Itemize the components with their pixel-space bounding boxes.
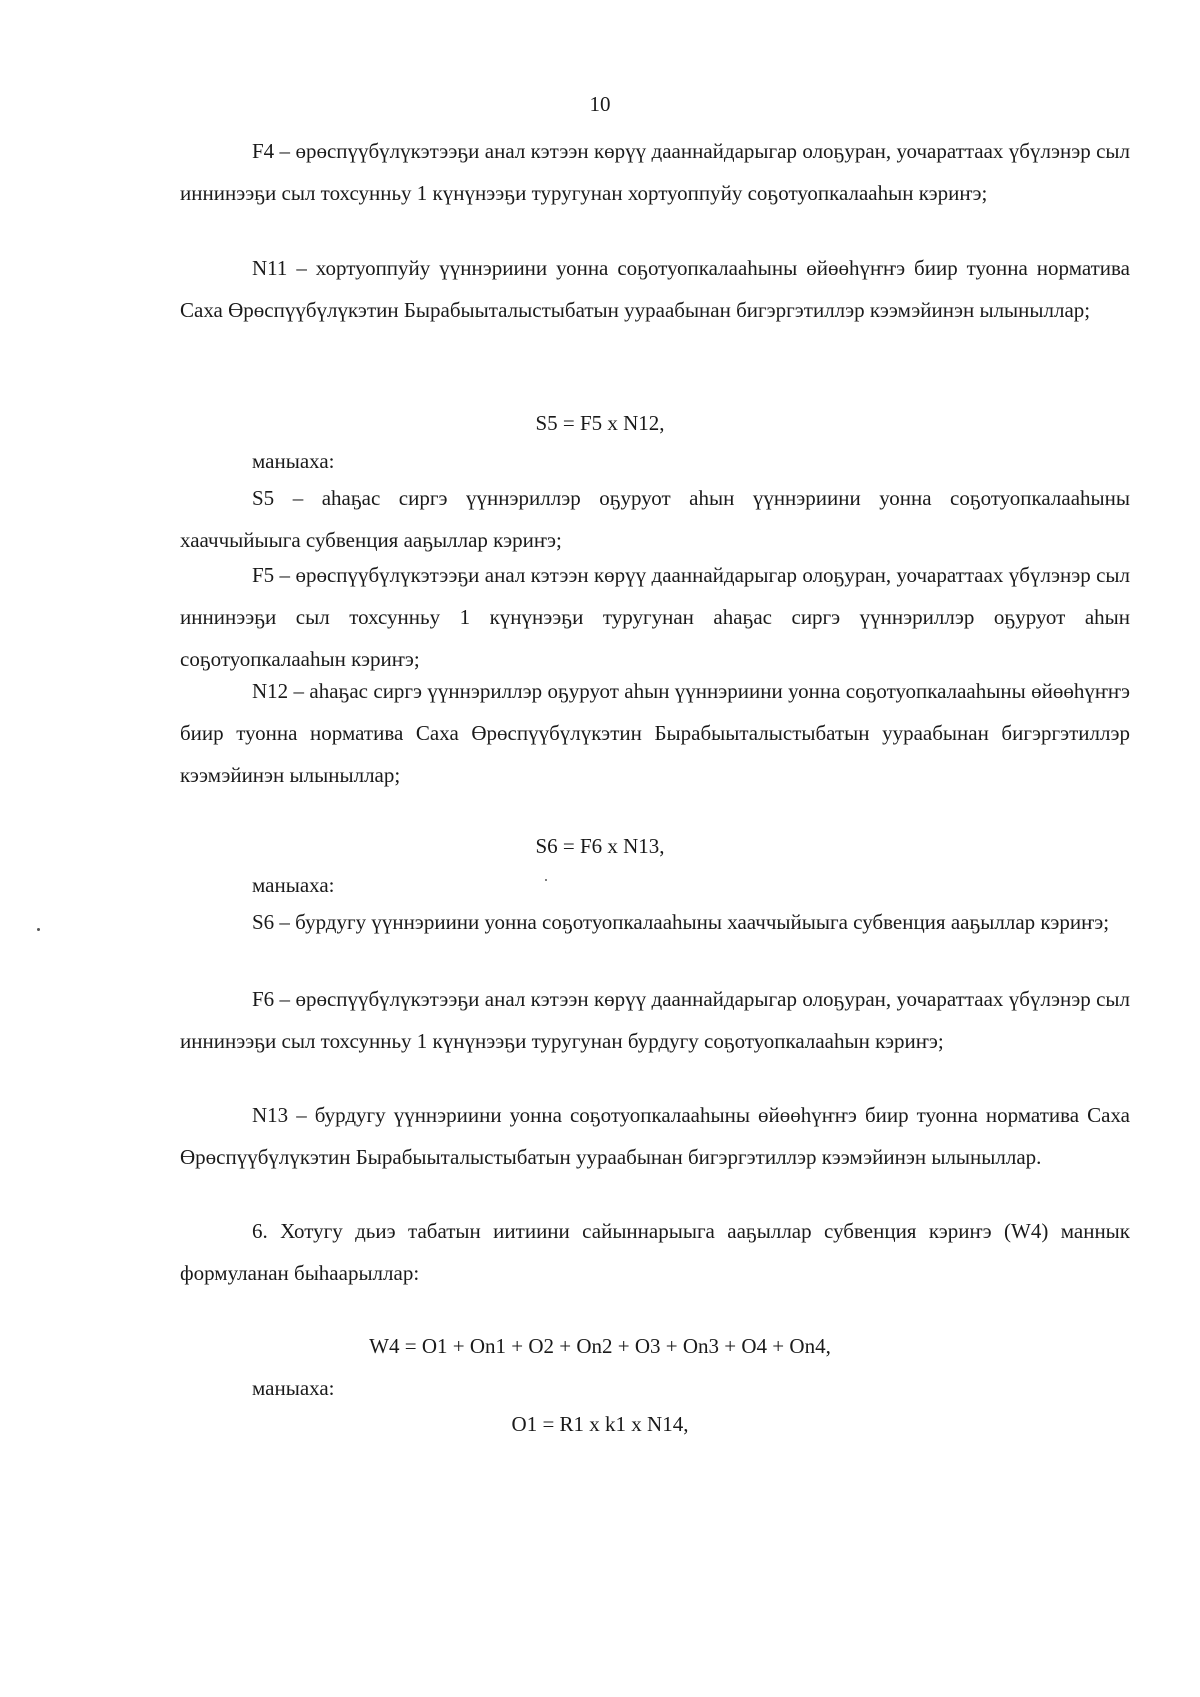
formula-w4: W4 = O1 + On1 + O2 + On2 + O3 + On3 + O4 + On4, xyxy=(369,1334,831,1358)
formula-s5: S5 = F5 x N12, xyxy=(535,411,665,435)
paragraph-f4: F4 – өрөспүүбүлүкэтээҕи анал кэтээн көрүү дааннайдарыгар олоҕуран, уочараттаах үбүлэнэр сыл иннинээҕи сыл тохсунньу 1 күнүнээҕи туругунан хортуоппуйу соҕотуопкалааһын кэриҥэ; xyxy=(180,139,1130,205)
paragraph-n11: N11 – хортуоппуйу үүннэриини уонна соҕотуопкалааһыны өйөөһүҥҥэ биир туонна норматива Саха Өрөспүүбүлүкэтин Бырабыыталыстыбатын уураабынан бигэргэтиллэр кээмэйинэн ылыныллар; xyxy=(180,256,1130,322)
page-number: 10 xyxy=(589,92,611,116)
scan-speck xyxy=(545,879,547,881)
formula-s6: S6 = F6 x N13, xyxy=(535,834,665,858)
paragraph-s6: S6 – бурдугу үүннэриини уонна соҕотуопкалааһыны хааччыйыыга субвенция ааҕыллар кэриҥэ; xyxy=(252,910,1110,934)
where-label-2: маныаха: xyxy=(252,873,335,897)
paragraph-f5: F5 – өрөспүүбүлүкэтээҕи анал кэтээн көрүү дааннайдарыгар олоҕуран, уочараттаах үбүлэнэр сыл иннинээҕи сыл тохсунньу 1 күнүнээҕи туругунан аһаҕас сиргэ үүннэриллэр оҕуруот аһын соҕотуопкалааһын кэриҥэ; xyxy=(180,563,1130,671)
paragraph-item-6: 6. Хотугу дьиэ табатын иитиини сайыннарыыга ааҕыллар субвенция кэриҥэ (W4) маннык формуланан быһаарыллар: xyxy=(180,1219,1130,1285)
where-label-1: маныаха: xyxy=(252,449,335,473)
paragraph-f6: F6 – өрөспүүбүлүкэтээҕи анал кэтээн көрүү дааннайдарыгар олоҕуран, уочараттаах үбүлэнэр сыл иннинээҕи сыл тохсунньу 1 күнүнээҕи туругунан бурдугу соҕотуопкалааһын кэриҥэ; xyxy=(180,987,1130,1053)
where-label-3: маныаха: xyxy=(252,1376,335,1400)
paragraph-n13: N13 – бурдугу үүннэриини уонна соҕотуопкалааһыны өйөөһүҥҥэ биир туонна норматива Саха Өрөспүүбүлүкэтин Бырабыыталыстыбатын уураабынан бигэргэтиллэр кээмэйинэн ылыныллар. xyxy=(180,1103,1130,1169)
formula-o1: O1 = R1 x k1 x N14, xyxy=(511,1412,689,1436)
scan-speck xyxy=(37,928,40,931)
paragraph-n12: N12 – аһаҕас сиргэ үүннэриллэр оҕуруот аһын үүннэриини уонна соҕотуопкалааһыны өйөөһүҥҥэ биир туонна норматива Саха Өрөспүүбүлүкэтин Бырабыыталыстыбатын уураабынан бигэргэтиллэр кээмэйинэн ылыныллар; xyxy=(180,679,1130,787)
paragraph-s5: S5 – аһаҕас сиргэ үүннэриллэр оҕуруот аһын үүннэриини уонна соҕотуопкалааһыны хааччыйыыга субвенция ааҕыллар кэриҥэ; xyxy=(180,486,1130,552)
